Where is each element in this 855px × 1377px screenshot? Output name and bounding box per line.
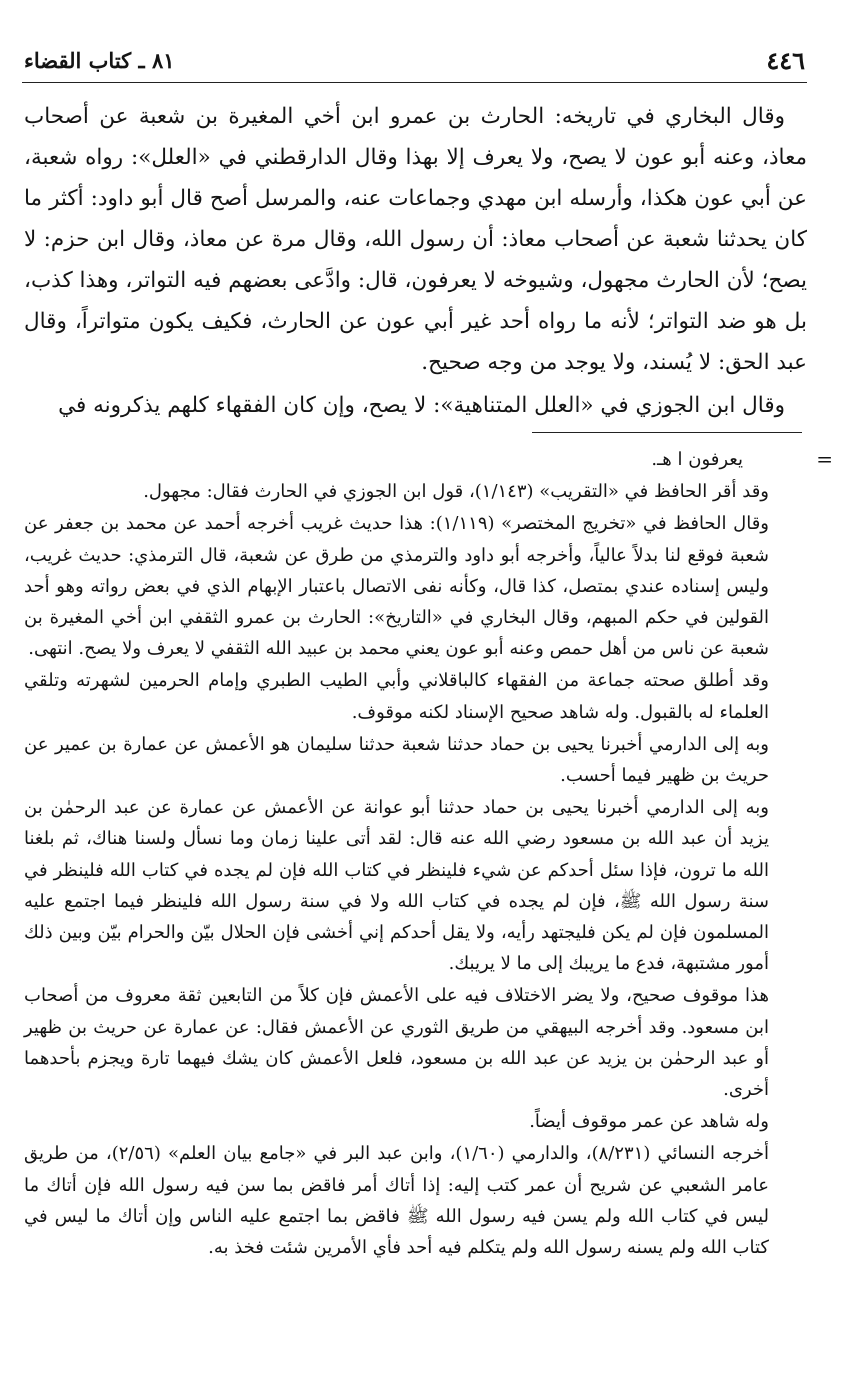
footnote-paragraph: وبه إلى الدارمي أخبرنا يحيى بن حماد حدثنا شعبة حدثنا سليمان هو الأعمش عن عمارة بن عمير عن حريث بن ظهير فيما أحسب. [24, 733, 769, 787]
page-number: ٤٤٦ [766, 46, 805, 75]
footnote-paragraph: وله شاهد عن عمر موقوف أيضاً. [529, 1111, 769, 1133]
running-title: ٨١ ـ كتاب القضاء [24, 48, 175, 73]
footnote-paragraph: وقال الحافظ في «تخريج المختصر» (١/١١٩): هذا حديث غريب أخرجه أحمد عن محمد بن جعفر عن شعبة فوقع لنا بدلاً عالياً، وأخرجه أبو داود والترمذي من طرق عن شعبة، قال الترمذي: حديث غريب، وليس إسناده عندي بمتصل، كذا قال، وكأنه نفى الاتصال باعتبار الإبهام الذي في بعض رواته وهو أحد القولين في حكم المبهم، وقال البخاري في «التاريخ»: الحارث بن عمرو الثقفي ابن أخي المغيرة بن شعبة عن ناس من أهل حمص وعنه أبو عون يعني محمد بن عبيد الله الثقفي لا يعرف ولا يصح. انتهى. [24, 513, 769, 660]
footnote-paragraph: وبه إلى الدارمي أخبرنا يحيى بن حماد حدثنا أبو عوانة عن الأعمش عن عمارة عن عبد الرحمٰن بن يزيد أن عبد الله بن مسعود رضي الله عنه قال: لقد أتى علينا زمان وما نسأل ولسنا هناك، ثم بلغنا الله ما ترون، فإذا سئل أحدكم عن شيء فلينظر في كتاب الله فإن لم يجده في كتاب الله فلينظر في سنة رسول الله ﷺ، فإن لم يجده في كتاب الله ولا في سنة رسول الله فلينظر فيما اجتمع عليه المسلمون فإن لم يكن فليجتهد رأيه، ولا يقل أحدكم إني أخشى فإن الحلال بيّن والحرام بيّن وبين ذلك أمور مشتبهة، فدع ما يريبك إلى ما لا يريبك. [24, 797, 769, 975]
footnotes [24, 444, 769, 1263]
footnote-paragraph: وقد أطلق صحته جماعة من الفقهاء كالباقلاني وأبي الطيب الطبري وإمام الحرمين لشهرته وتلقي العلماء له بالقبول. وله شاهد صحيح الإسناد لكنه موقوف. [24, 670, 769, 723]
main-paragraph: وقال البخاري في تاريخه: الحارث بن عمرو ابن أخي المغيرة بن شعبة عن أصحاب معاذ، وعنه أبو عون لا يصح، ولا يعرف إلا بهذا وقال الدارقطني في «العلل»: رواه شعبة، عن أبي عون هكذا، وأرسله ابن مهدي وجماعات عنه، والمرسل أصح قال أبو داود: أكثر ما كان يحدثنا شعبة عن أصحاب معاذ: أن رسول الله، وقال مرة عن معاذ، وقال ابن حزم: لا يصح؛ لأن الحارث مجهول، وشيوخه لا يعرفون، قال: وادَّعى بعضهم فيه التواتر، وهذا كذب، بل هو ضد التواتر؛ لأنه ما رواه أحد غير أبي عون عن الحارث، فكيف يكون متواتراً، وقال عبد الحق: لا يُسند، ولا يوجد من وجه صحيح. [24, 104, 807, 375]
page-header [22, 44, 807, 83]
footnote-continuation-mark: = [816, 447, 833, 471]
main-text [24, 96, 807, 426]
footnote-separator [532, 432, 802, 433]
footnote-paragraph: أخرجه النسائي (٨/٢٣١)، والدارمي (١/٦٠)، وابن عبد البر في «جامع بيان العلم» (٢/٥٦)، من طريق عامر الشعبي عن شريح أن عمر كتب إليه: إذا أتاك أمر فاقض بما سن فيه رسول الله فإن أتاك ما ليس في كتاب الله ولم يسن فيه رسول الله ﷺ فاقض بما اجتمع عليه الناس وإن أتاك ما ليس في كتاب الله ولم يسنه رسول الله ولم يتكلم فيه أحد فأي الأمرين شئت فخذ به. [24, 1143, 769, 1259]
main-paragraph: وقال ابن الجوزي في «العلل المتناهية»: لا يصح، وإن كان الفقهاء كلهم يذكرونه في [58, 393, 785, 418]
footnote-paragraph: وقد أقر الحافظ في «التقريب» (١/١٤٣)، قول ابن الجوزي في الحارث فقال: مجهول. [143, 481, 769, 503]
footnote-paragraph: هذا موقوف صحيح، ولا يضر الاختلاف فيه على الأعمش فإن كلاً من التابعين ثقة معروف من أصحاب ابن مسعود. وقد أخرجه البيهقي من طريق الثوري عن الأعمش فقال: عن عمارة عن حريث بن ظهير أو عبد الرحمٰن بن يزيد عن عبد الله بن مسعود، فلعل الأعمش كان يشك فيهما تارة ويجزم بأحدهما أخرى. [24, 985, 769, 1101]
footnote-paragraph: يعرفون ا هـ. [651, 449, 743, 470]
